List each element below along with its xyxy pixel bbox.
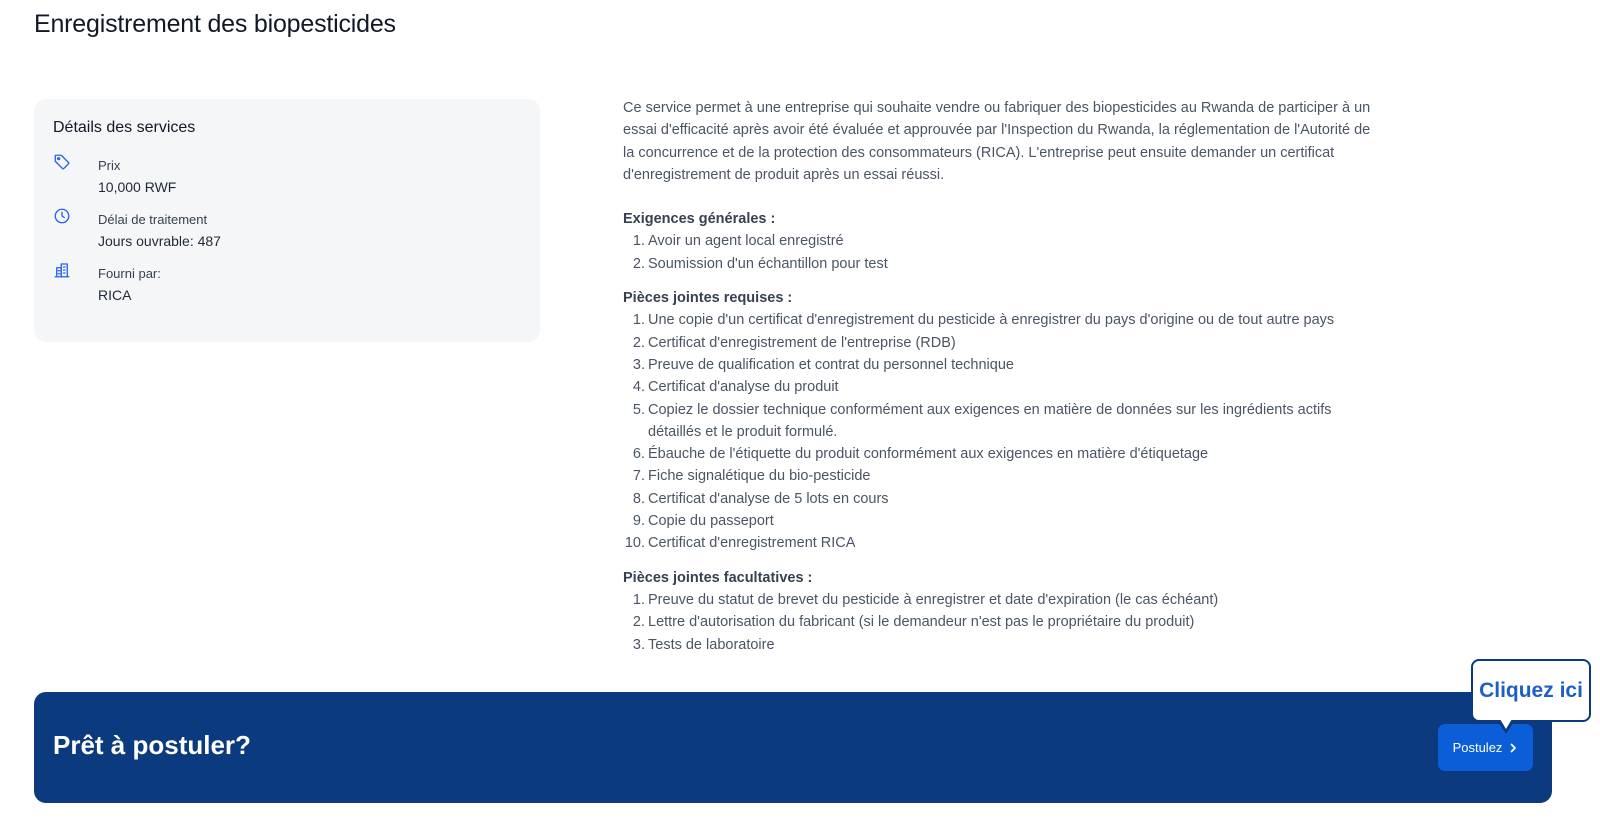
building-icon (53, 261, 71, 279)
general-list (623, 230, 1383, 275)
detail-value: RICA (98, 287, 132, 303)
detail-label: Fourni par: (98, 266, 161, 281)
list-item: 5. Copiez le dossier technique conformément aux exigences en matière de données sur les ingrédients actifs détaillés et le produit formulé. (632, 401, 1332, 440)
detail-processing-time (53, 207, 521, 261)
list-item: 8. Certificat d'analyse de 5 lots en cours (632, 490, 889, 507)
section-heading: Exigences générales : (623, 211, 776, 228)
chevron-right-icon (1508, 743, 1518, 753)
list-item: 1. Une copie d'un certificat d'enregistrement du pesticide à enregistrer du pays d'origine ou de tout autre pays (632, 312, 1335, 329)
list-item: 6. Ébauche de l'étiquette du produit conformément aux exigences en matière d'étiquetage (632, 446, 1209, 463)
list-item: 3. Preuve de qualification et contrat du personnel technique (632, 356, 1014, 373)
tag-icon (53, 153, 71, 171)
service-details-card (34, 99, 540, 342)
list-item: 1. Preuve du statut de brevet du pesticide à enregistrer et date d'expiration (le cas échéant) (632, 591, 1219, 608)
clock-icon (53, 207, 71, 225)
optional-list (623, 589, 1383, 656)
intro-text: Ce service permet à une entreprise qui souhaite vendre ou fabriquer des biopesticides au Rwanda de participer à un essai d'efficacité après avoir été évaluée et approuvée par l'Inspection du Rwanda, la réglementation de l'Autorité de la concurrence et de la protection des consommateurs (RICA). L'entreprise peut ensuite demander un certificat d'enregistrement de produit après un essai réussi. (623, 100, 1371, 183)
list-item: 4. Certificat d'analyse du produit (632, 379, 839, 396)
detail-price (53, 153, 521, 207)
details-title: Détails des services (53, 119, 196, 136)
list-item: 1. Avoir un agent local enregistré (632, 233, 844, 250)
apply-title: Prêt à postuler? (53, 730, 251, 760)
detail-label: Délai de traitement (98, 212, 208, 227)
optional-attachments (623, 567, 1383, 656)
detail-value: 10,000 RWF (98, 179, 177, 195)
list-item: 2. Certificat d'enregistrement de l'entreprise (RDB) (632, 334, 956, 351)
list-item: 2. Soumission d'un échantillon pour test (632, 255, 888, 272)
apply-banner (34, 692, 1552, 803)
list-item: 7. Fiche signalétique du bio-pesticide (632, 468, 871, 485)
apply-button-label: Postulez (1452, 740, 1503, 755)
section-heading: Pièces jointes facultatives : (623, 569, 813, 586)
callout-tail-inner (1500, 719, 1512, 729)
list-item: 9. Copie du passeport (632, 513, 774, 530)
detail-provider (53, 261, 521, 315)
required-attachments (623, 287, 1383, 555)
detail-label: Prix (98, 158, 121, 173)
service-description (623, 97, 1383, 668)
apply-button[interactable] (1438, 724, 1533, 771)
list-item: 10. Certificat d'enregistrement RICA (624, 535, 856, 552)
page-title: Enregistrement des biopesticides (34, 10, 396, 38)
general-requirements (623, 208, 1383, 275)
list-item: 2. Lettre d'autorisation du fabricant (si le demandeur n'est pas le propriétaire du produit) (632, 614, 1195, 631)
click-here-callout: Cliquez ici (1471, 659, 1591, 722)
section-heading: Pièces jointes requises : (623, 290, 793, 307)
required-list (623, 309, 1383, 554)
list-item: 3. Tests de laboratoire (632, 636, 775, 653)
detail-value: Jours ouvrable: 487 (98, 233, 221, 249)
